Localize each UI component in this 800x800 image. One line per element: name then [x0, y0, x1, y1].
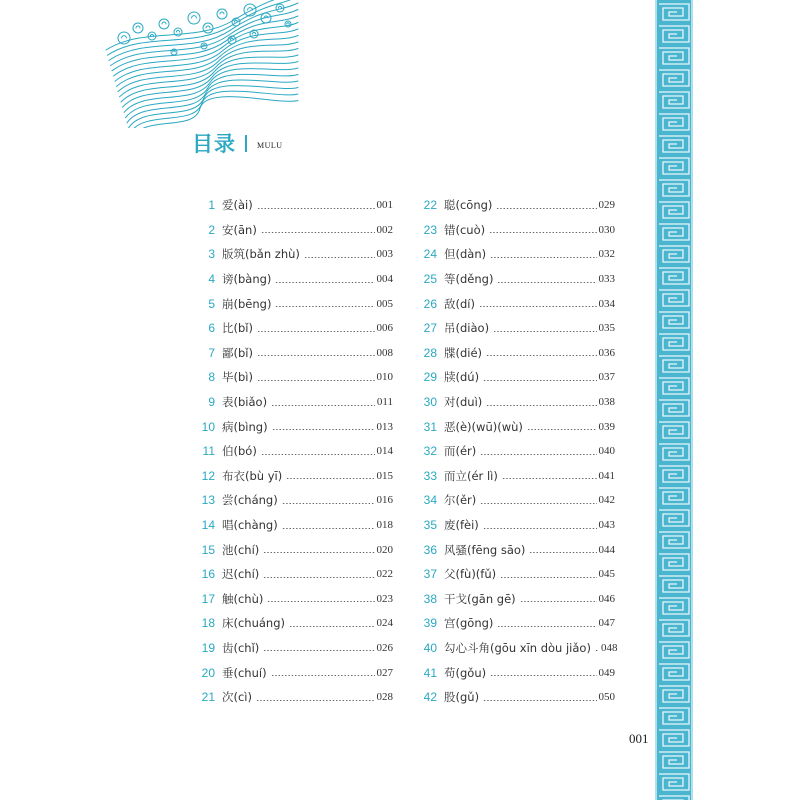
toc-entry-number: 21 [201, 690, 215, 705]
toc-entry-page: 041 [598, 469, 615, 482]
toc-entry-number: 16 [201, 567, 215, 582]
toc-entry[interactable] [418, 341, 615, 366]
toc-entry-number: 14 [201, 518, 215, 533]
dot-leader [497, 282, 596, 283]
dot-leader [257, 331, 375, 332]
toc-entry[interactable] [418, 562, 615, 587]
dot-leader [486, 405, 596, 406]
dot-leader [257, 208, 375, 209]
toc-entry-number: 17 [201, 591, 215, 606]
dot-leader [483, 380, 596, 381]
toc-entry-page: 050 [598, 691, 615, 704]
toc-entry-number: 18 [201, 616, 215, 631]
toc-entry[interactable] [196, 365, 393, 390]
dot-leader [267, 601, 374, 602]
toc-entry-title: 宫(gōng) [444, 616, 494, 631]
ocean-wave-illustration [104, 0, 300, 128]
dot-leader [256, 700, 375, 701]
toc-entry-title: 比(bǐ) [222, 321, 253, 336]
toc-entry-title: 敌(dí) [444, 296, 475, 311]
toc-entry[interactable] [418, 439, 615, 464]
toc-entry[interactable] [418, 316, 615, 341]
toc-entry-title: 而(ér) [444, 444, 477, 459]
toc-entry-page: 015 [376, 469, 393, 482]
toc-entry-title: 等(děng) [444, 272, 494, 287]
dot-leader [527, 429, 597, 430]
dot-leader [257, 355, 375, 356]
dot-leader [271, 675, 375, 676]
toc-entry-title: 次(cì) [222, 690, 252, 705]
toc-entry-number: 31 [423, 419, 437, 434]
dot-leader [261, 454, 375, 455]
toc-entry-title: 伯(bó) [222, 444, 257, 459]
toc-entry-page: 029 [598, 199, 615, 212]
toc-entry-page: 036 [598, 346, 615, 359]
toc-entry-number: 4 [208, 272, 215, 287]
dot-leader [480, 454, 596, 455]
toc-entry-number: 40 [423, 640, 437, 655]
dot-leader [263, 552, 374, 553]
dot-leader [497, 626, 596, 627]
toc-entry-number: 19 [201, 640, 215, 655]
dot-leader [263, 650, 374, 651]
toc-entry[interactable] [196, 685, 393, 710]
toc-entry-page: 034 [598, 297, 615, 310]
toc-entry-title: 爱(ài) [222, 198, 253, 213]
toc-entry[interactable] [196, 513, 393, 538]
toc-entry-page: 026 [376, 641, 393, 654]
toc-entry-title: 病(bìng) [222, 419, 268, 434]
toc-entry-number: 27 [423, 321, 437, 336]
toc-entry-number: 9 [208, 395, 215, 410]
toc-entry[interactable] [418, 291, 615, 316]
toc-entry[interactable] [196, 341, 393, 366]
toc-entry[interactable] [196, 636, 393, 661]
toc-entry-title: 而立(ér lì) [444, 468, 498, 483]
toc-entry-page: 002 [376, 223, 393, 236]
dot-leader [271, 405, 375, 406]
toc-entry[interactable] [196, 537, 393, 562]
toc-entry[interactable] [418, 414, 615, 439]
toc-entry[interactable] [418, 660, 615, 685]
toc-entry[interactable] [418, 193, 615, 218]
toc-entry-page: 018 [376, 519, 393, 532]
toc-entry-page: 049 [598, 666, 615, 679]
toc-entry-page: 048 [600, 641, 618, 654]
dot-leader [304, 257, 375, 258]
toc-entry-number: 28 [423, 345, 437, 360]
toc-entry-page: 028 [376, 691, 393, 704]
toc-entry-page: 023 [376, 592, 393, 605]
dot-leader [275, 282, 374, 283]
toc-entry-title: 表(biǎo) [222, 395, 268, 410]
toc-entry-title: 干戈(gān gē) [444, 591, 516, 606]
toc-entry-page: 039 [598, 420, 615, 433]
toc-entry[interactable] [196, 316, 393, 341]
toc-entry[interactable] [196, 562, 393, 587]
dot-leader [286, 478, 374, 479]
toc-entry-number: 5 [208, 296, 215, 311]
page-title: 目录 [192, 132, 236, 156]
toc-entry-number: 37 [423, 567, 437, 582]
dot-leader [289, 626, 374, 627]
toc-entry-number: 22 [423, 198, 437, 213]
toc-entry-number: 26 [423, 296, 437, 311]
toc-entry-title: 迟(chí) [222, 567, 260, 582]
toc-entry[interactable] [196, 611, 393, 636]
dot-leader [483, 528, 597, 529]
toc-entry-page: 020 [376, 543, 393, 556]
toc-entry-title: 触(chù) [222, 591, 264, 606]
toc-entry-page: 011 [376, 396, 393, 409]
toc-entry-title: 鄙(bǐ) [222, 345, 253, 360]
toc-entry-title: 错(cuò) [444, 222, 486, 237]
toc-entry-number: 8 [208, 370, 215, 385]
dot-leader [529, 552, 596, 553]
toc-entry-number: 7 [208, 345, 215, 360]
toc-entry-page: 008 [376, 346, 393, 359]
toc-entry-title: 垂(chuí) [222, 665, 267, 680]
toc-entry-title: 尔(ěr) [444, 493, 477, 508]
dot-leader [263, 577, 374, 578]
toc-entry-number: 6 [208, 321, 215, 336]
toc-entry-page: 040 [598, 445, 615, 458]
dot-leader [486, 355, 596, 356]
toc-entry-title: 风骚(fēng sāo) [444, 542, 526, 557]
dot-leader [479, 306, 597, 307]
toc-entry-page: 042 [598, 494, 615, 507]
toc-entry[interactable] [418, 611, 615, 636]
toc-entry-title: 股(gǔ) [444, 690, 480, 705]
title-separator [245, 135, 247, 152]
toc-entry-number: 24 [423, 247, 437, 262]
toc-entry-number: 1 [208, 198, 215, 213]
toc-entry-title: 牍(dú) [444, 370, 480, 385]
toc-entry-page: 014 [376, 445, 393, 458]
toc-entry-number: 36 [423, 542, 437, 557]
toc-entry-title: 勾心斗角(gōu xīn dòu jiǎo) [444, 640, 591, 655]
toc-entry-page: 033 [598, 273, 615, 286]
dot-leader [493, 331, 596, 332]
toc-entry-number: 23 [423, 222, 437, 237]
toc-entry-page: 016 [376, 494, 393, 507]
dot-leader [480, 503, 596, 504]
dot-leader [282, 528, 375, 529]
toc-entry[interactable] [418, 636, 618, 661]
toc-entry[interactable] [196, 242, 393, 267]
toc-entry-page: 043 [598, 519, 615, 532]
toc-entry-title: 毕(bì) [222, 370, 253, 385]
toc-entry[interactable] [418, 390, 615, 415]
toc-entry[interactable] [196, 439, 393, 464]
toc-entry-page: 030 [598, 223, 615, 236]
dot-leader [282, 503, 375, 504]
toc-entry-number: 12 [201, 468, 215, 483]
toc-entry-title: 牒(dié) [444, 345, 483, 360]
toc-entry-number: 29 [423, 370, 437, 385]
toc-entry-title: 父(fù)(fǔ) [444, 567, 497, 582]
toc-entry-page: 045 [598, 568, 615, 581]
dot-leader [489, 232, 596, 233]
toc-entry-page: 037 [598, 371, 615, 384]
toc-entry-page: 001 [376, 199, 393, 212]
toc-entry[interactable] [418, 488, 615, 513]
dot-leader [490, 675, 596, 676]
dot-leader [272, 429, 375, 430]
toc-entry[interactable] [196, 488, 393, 513]
toc-entry-title: 版筑(bǎn zhù) [222, 247, 300, 262]
dot-leader [261, 232, 375, 233]
dot-leader [502, 478, 597, 479]
toc-entry-number: 11 [202, 444, 215, 459]
toc-entry-page: 010 [376, 371, 393, 384]
page-number: 001 [629, 731, 649, 746]
toc-entry-number: 42 [423, 690, 437, 705]
toc-entry-number: 3 [208, 247, 215, 262]
toc-column-right [418, 193, 618, 709]
toc-entry-number: 33 [423, 468, 437, 483]
toc-entry[interactable] [196, 218, 393, 243]
toc-entry-page: 035 [598, 322, 615, 335]
toc-entry-title: 但(dàn) [444, 247, 487, 262]
toc-entry-title: 床(chuáng) [222, 616, 286, 631]
toc-entry-title: 废(fèi) [444, 518, 479, 533]
toc-entry-title: 对(duì) [444, 395, 483, 410]
toc-entry-number: 32 [423, 444, 437, 459]
toc-entry[interactable] [196, 464, 393, 489]
toc-entry-number: 39 [423, 616, 437, 631]
toc-entry[interactable] [196, 587, 393, 612]
toc-entry[interactable] [418, 685, 615, 710]
toc-entry-page: 024 [376, 617, 393, 630]
toc-entry-number: 41 [423, 665, 437, 680]
dot-leader [496, 208, 596, 209]
toc-entry[interactable] [196, 291, 393, 316]
toc-entry-number: 2 [208, 222, 215, 237]
toc-entry[interactable] [418, 267, 615, 292]
toc-entry[interactable] [196, 660, 393, 685]
toc-entry[interactable] [418, 464, 615, 489]
toc-entry-title: 谤(bàng) [222, 272, 272, 287]
toc-entry[interactable] [196, 414, 393, 439]
toc-entry-number: 34 [423, 493, 437, 508]
toc-entry[interactable] [418, 537, 615, 562]
toc-entry-title: 安(ān) [222, 222, 257, 237]
toc-entry-number: 35 [423, 518, 437, 533]
dot-leader [257, 380, 375, 381]
toc-entry[interactable] [418, 513, 615, 538]
dot-leader [490, 257, 596, 258]
toc-entry-page: 038 [598, 396, 615, 409]
toc-entry[interactable] [196, 390, 393, 415]
toc-entry-page: 032 [598, 248, 615, 261]
toc-entry[interactable] [418, 218, 615, 243]
toc-entry[interactable] [418, 242, 615, 267]
dot-leader [275, 306, 374, 307]
toc-entry-number: 20 [201, 665, 215, 680]
toc-entry-page: 044 [598, 543, 615, 556]
toc-entry-title: 池(chí) [222, 542, 260, 557]
toc-entry-title: 唱(chàng) [222, 518, 278, 533]
toc-entry-title: 恶(è)(wū)(wù) [444, 419, 523, 434]
toc-entry-title: 尝(cháng) [222, 493, 278, 508]
toc-entry-page: 013 [376, 420, 393, 433]
dot-leader [500, 577, 596, 578]
toc-entry-page: 046 [598, 592, 615, 605]
toc-entry-number: 38 [423, 591, 437, 606]
dot-leader [483, 700, 596, 701]
toc-entry-number: 30 [423, 395, 437, 410]
dot-leader [520, 601, 597, 602]
toc-entry-title: 崩(bēng) [222, 296, 272, 311]
toc-entry-number: 13 [201, 493, 215, 508]
toc-entry-page: 003 [376, 248, 393, 261]
toc-entry[interactable] [196, 267, 393, 292]
toc-entry-page: 004 [376, 273, 393, 286]
toc-entry-page: 027 [376, 666, 393, 679]
page-subtitle: MULU [257, 141, 283, 150]
toc-entry-title: 聪(cōng) [444, 198, 493, 213]
toc-entry-page: 047 [598, 617, 615, 630]
toc-entry[interactable] [418, 587, 615, 612]
dot-leader [595, 650, 599, 651]
toc-heading [192, 129, 283, 157]
toc-entry-title: 布衣(bù yī) [222, 468, 283, 483]
toc-entry-page: 006 [376, 322, 393, 335]
toc-entry[interactable] [418, 365, 615, 390]
toc-entry[interactable] [196, 193, 393, 218]
toc-entry-number: 25 [423, 272, 437, 287]
toc-entry-title: 苟(gǒu) [444, 665, 487, 680]
toc-entry-title: 吊(diào) [444, 321, 490, 336]
toc-entry-page: 005 [376, 297, 393, 310]
toc-column-left [196, 193, 393, 709]
toc-entry-title: 齿(chǐ) [222, 640, 260, 655]
toc-entry-page: 022 [376, 568, 393, 581]
toc-entry-number: 15 [201, 542, 215, 557]
toc-entry-number: 10 [201, 419, 215, 434]
meander-pattern-band [655, 0, 693, 800]
